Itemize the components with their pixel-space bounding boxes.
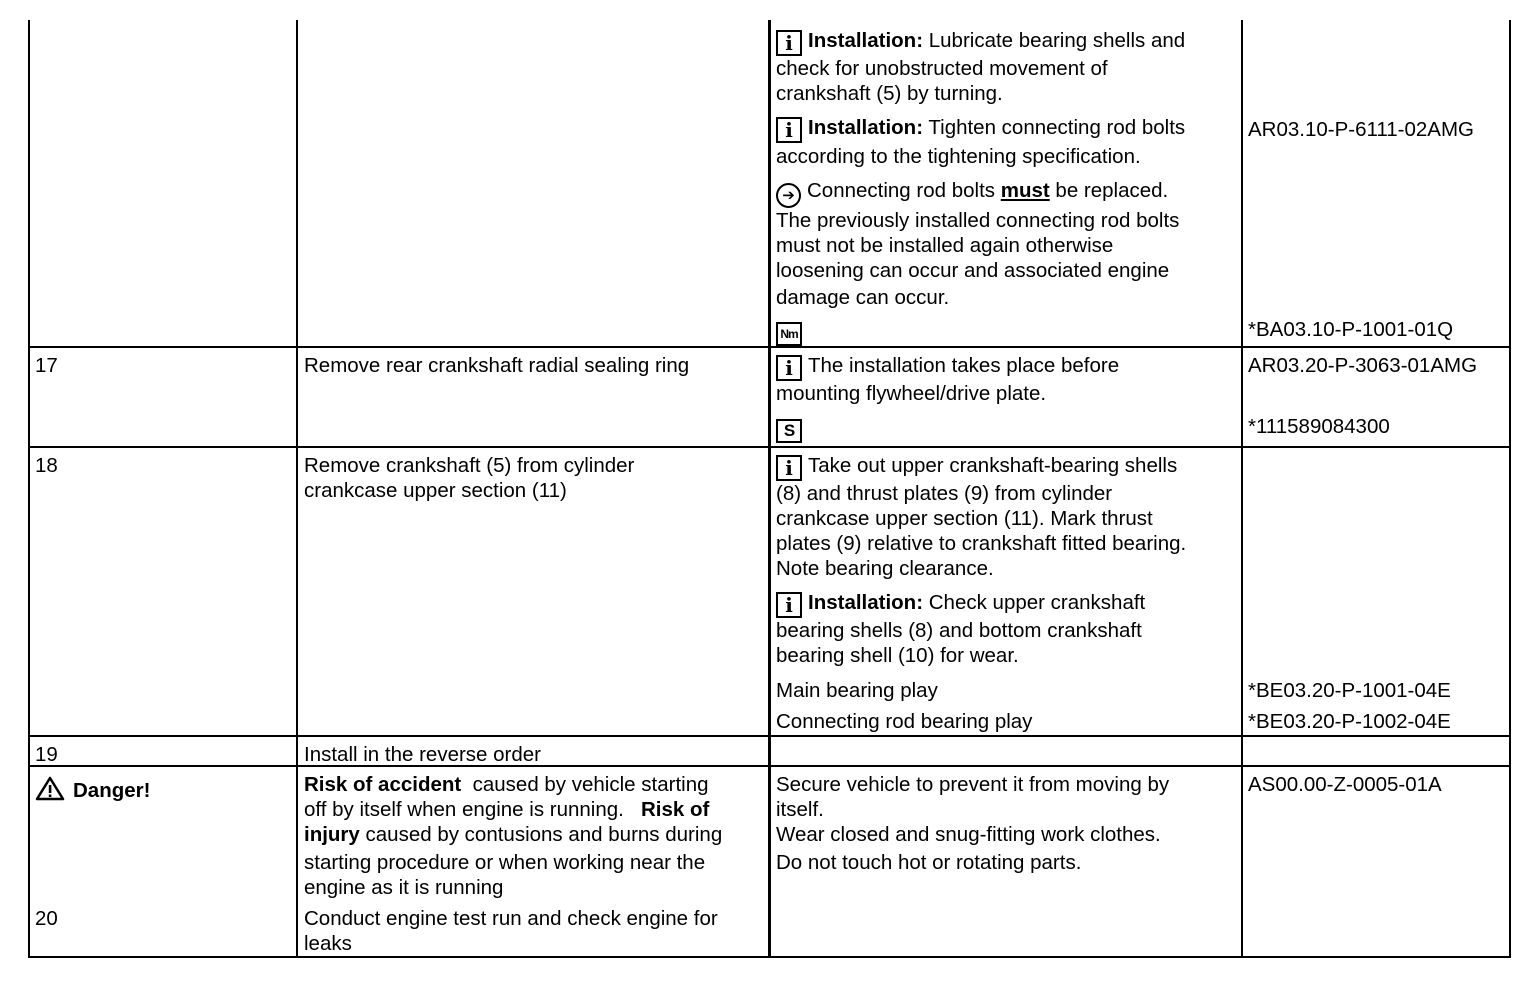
step-task: Remove rear crankshaft radial sealing ring bbox=[304, 354, 690, 377]
special-tool-row bbox=[776, 414, 808, 443]
reference-code[interactable]: *BE03.20-P-1001-04E bbox=[1248, 679, 1451, 702]
note-lubricate-bearing-shells: i Installation: Lubricate bearing shells and check for unobstructed movement of crankshaft (5) by turning. bbox=[776, 29, 1186, 105]
note-replace-rod-bolts: ➔ Connecting rod bolts must be replaced. The previously installed connecting rod bolts must not be installed again otherwise loosening can occur and associated engine damage can occur. bbox=[776, 179, 1180, 309]
reference-code[interactable]: AS00.00-Z-0005-01A bbox=[1248, 773, 1442, 796]
step-number: 18 bbox=[35, 454, 58, 477]
row-divider bbox=[28, 765, 1511, 767]
table-column-divider bbox=[1241, 20, 1243, 958]
danger-label: Danger! bbox=[35, 776, 150, 803]
reference-code[interactable]: *BE03.20-P-1002-04E bbox=[1248, 710, 1451, 733]
info-icon: i bbox=[776, 455, 802, 481]
procedure-table bbox=[28, 0, 1511, 958]
danger-safety-measures: Secure vehicle to prevent it from moving by itself. Wear closed and snug-fitting work clothes. Do not touch hot or rotating parts. bbox=[776, 773, 1170, 874]
warning-triangle-icon bbox=[35, 776, 65, 801]
step-number: 19 bbox=[35, 743, 58, 766]
reference-code[interactable]: AR03.20-P-3063-01AMG bbox=[1248, 354, 1478, 377]
reference-code[interactable]: *BA03.10-P-1001-01Q bbox=[1248, 318, 1454, 341]
step-number: 20 bbox=[35, 907, 58, 930]
info-icon: i bbox=[776, 592, 802, 618]
table-column-divider bbox=[296, 20, 298, 958]
special-tool-icon: S bbox=[776, 419, 802, 443]
torque-spec-row bbox=[776, 316, 808, 346]
table-border-left bbox=[28, 20, 30, 958]
info-icon: i bbox=[776, 30, 802, 56]
step-task: Remove crankshaft (5) from cylinder crankcase upper section (11) bbox=[304, 454, 635, 502]
row-divider bbox=[28, 446, 1511, 448]
table-column-divider bbox=[768, 20, 771, 958]
reference-code[interactable]: *111589084300 bbox=[1248, 415, 1390, 438]
danger-risk-description: Risk of accident caused by vehicle starting off by itself when engine is running. Risk of injury caused by contusions and burns during starting procedure or when working near the engine as it is running bbox=[304, 773, 723, 899]
step-task: Install in the reverse order bbox=[304, 743, 542, 766]
note-take-out-bearing-shells: i Take out upper crankshaft-bearing shells (8) and thrust plates (9) from cylinder crankcase upper section (11). Mark thrust plates (9) relative to crankshaft fitted bearing. Note bearing clearance. bbox=[776, 454, 1187, 580]
note-tighten-connecting-rod-bolts: i Installation: Tighten connecting rod bolts according to the tightening specification. bbox=[776, 116, 1186, 168]
caution-note-icon: ➔ bbox=[776, 183, 801, 208]
table-border-right bbox=[1509, 20, 1511, 958]
table-border-bottom bbox=[28, 956, 1511, 958]
info-icon: i bbox=[776, 117, 802, 143]
info-icon: i bbox=[776, 355, 802, 381]
step-number: 17 bbox=[35, 354, 58, 377]
main-bearing-play: Main bearing play bbox=[776, 679, 938, 702]
row-divider bbox=[28, 346, 1511, 348]
torque-icon: Nm bbox=[776, 322, 802, 346]
reference-code[interactable]: AR03.10-P-6111-02AMG bbox=[1248, 118, 1474, 141]
note-check-bearing-shells: i Installation: Check upper crankshaft bearing shells (8) and bottom crankshaft bearing shell (10) for wear. bbox=[776, 591, 1146, 667]
rod-bearing-play: Connecting rod bearing play bbox=[776, 710, 1033, 733]
note-installation-before-flywheel: i The installation takes place before mounting flywheel/drive plate. bbox=[776, 354, 1120, 405]
row-divider bbox=[28, 735, 1511, 737]
step-task: Conduct engine test run and check engine for leaks bbox=[304, 907, 718, 955]
